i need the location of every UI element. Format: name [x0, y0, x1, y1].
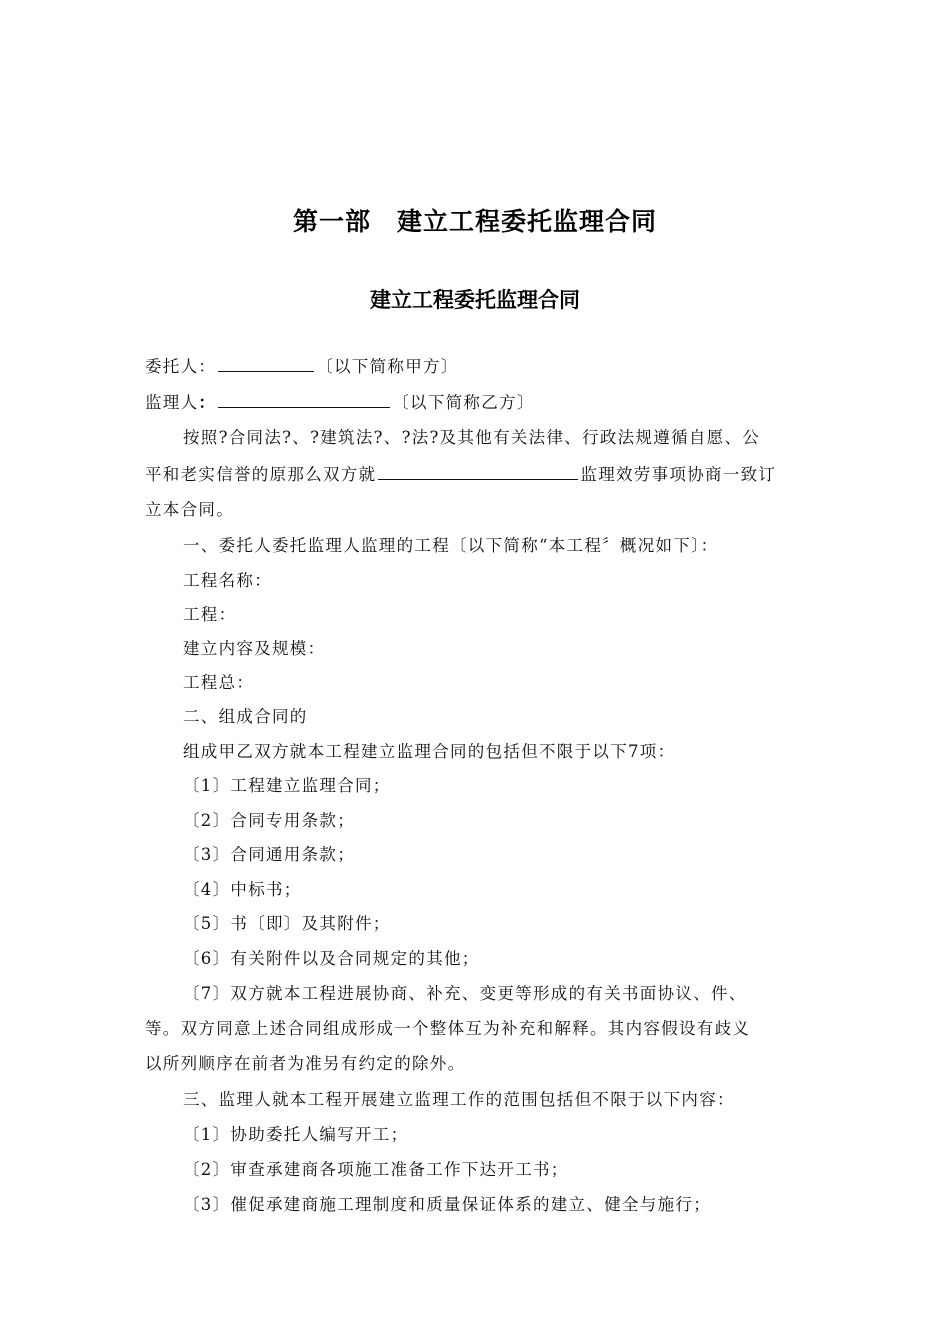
section-2-continuation-2: 以所列顺序在前者为准另有约定的除外。 — [145, 1054, 466, 1073]
intro-line-2-before: 平和老实信誉的原那么双方就 — [145, 465, 377, 484]
field-project-total: 工程总： — [183, 673, 255, 692]
section-3-heading: 三、监理人就本工程开展建立监理工作的范围包括但不限于以下内容： — [183, 1090, 735, 1109]
field-content-scale: 建立内容及规模： — [183, 639, 326, 658]
party-b-label: 监理人 — [145, 393, 199, 412]
party-a-label: 委托人： — [145, 357, 217, 376]
field-project: 工程： — [183, 605, 237, 624]
intro-line-2 — [145, 463, 810, 486]
intro-line-1: 按照?合同法?、?建筑法?、?法?及其他有关法律、行政法规遵循自愿、公 — [183, 428, 761, 447]
list-item: 〔1〕工程建立监理合同； — [183, 776, 391, 795]
contract-title: 建立工程委托监理合同 — [370, 288, 580, 312]
party-b-blank — [218, 391, 390, 408]
section-2-continuation-1: 等。双方同意上述合同组成形成一个整体互为补充和解释。其内容假设有歧义 — [145, 1019, 751, 1038]
list-item: 〔2〕审查承建商各项施工准备工作下达开工书； — [183, 1160, 569, 1179]
party-a-note: 〔以下简称甲方〕 — [316, 357, 459, 376]
list-item: 〔3〕合同通用条款； — [183, 845, 355, 864]
section-2-heading: 二、组成合同的 — [183, 707, 308, 726]
list-item: 〔6〕有关附件以及合同规定的其他； — [183, 949, 480, 968]
intro-line-3: 立本合同。 — [145, 500, 234, 519]
party-b-colon: ： — [198, 393, 217, 412]
list-item: 〔5〕书〔即〕及其附件； — [183, 914, 391, 933]
list-item: 〔4〕中标书； — [183, 880, 302, 899]
list-item: 〔7〕双方就本工程进展协商、补充、变更等形成的有关书面协议、件、 — [183, 984, 747, 1003]
party-b-line — [145, 391, 810, 414]
party-a-line — [145, 355, 810, 378]
project-blank — [378, 463, 578, 480]
field-project-name: 工程名称： — [183, 571, 272, 590]
section-2-lead: 组成甲乙双方就本工程建立监理合同的包括但不限于以下7项： — [183, 742, 676, 761]
list-item: 〔2〕合同专用条款； — [183, 811, 355, 830]
party-a-blank — [218, 355, 314, 372]
document-title: 第一部 建立工程委托监理合同 — [292, 207, 657, 236]
party-b-note: 〔以下简称乙方〕 — [392, 393, 535, 412]
list-item: 〔1〕协助委托人编写开工； — [183, 1125, 409, 1144]
intro-line-2-after: 监理效劳事项协商一致订 — [580, 465, 777, 484]
section-1-heading: 一、委托人委托监理人监理的工程〔以下简称“本工程〞概况如下〕： — [183, 536, 719, 555]
list-item: 〔3〕催促承建商施工理制度和质量保证体系的建立、健全与施行； — [183, 1195, 711, 1214]
